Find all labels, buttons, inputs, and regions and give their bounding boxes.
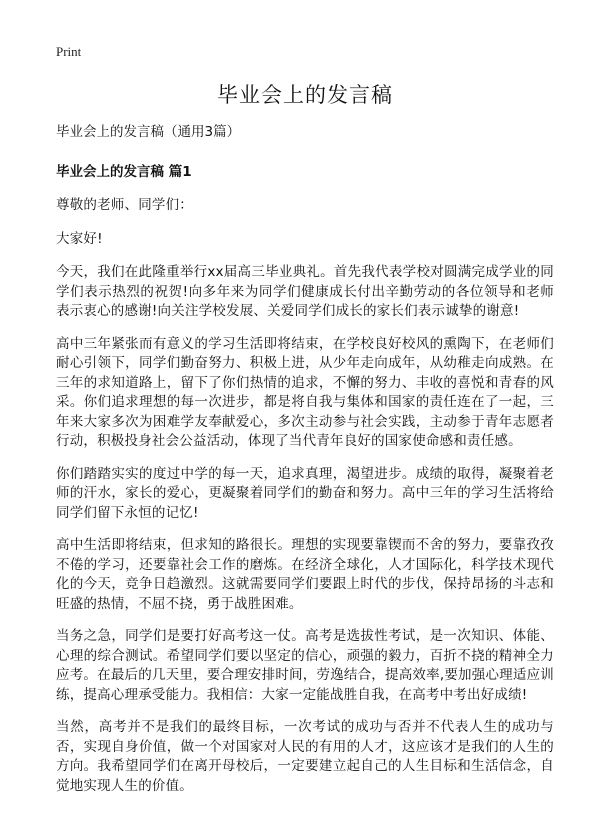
section-heading: 毕业会上的发言稿 篇1	[56, 164, 192, 180]
greeting-paragraph: 尊敬的老师、同学们：	[56, 197, 193, 213]
salutation-paragraph: 大家好!	[56, 230, 103, 247]
body-paragraph: 当务之急，同学们是要打好高考这一仗。高考是选拔性考试，是一次知识、体能、心理的综合测试。希望同学们要以坚定的信心，顽强的毅力，百折不挠的精神全力应考。在最后的几天里，要合理安排时间，劳逸结合，提高效率,要加强心理适应训练，提高心理承受能力。我相信：大家一定能战胜自我，在高考中考出好成绩!	[56, 628, 554, 703]
body-paragraph: 高中三年紧张而有意义的学习生活即将结束，在学校良好校风的熏陶下，在老师们耐心引领下，同学们勤奋努力、积极上进，从少年走向成年，从幼稚走向成熟。在三年的求知道路上，留下了你们热情的追求，不懈的努力、丰收的喜悦和青春的风采。你们追求理想的每一次进步，都是将自我与集体和国家的责任连在了一起，三年来大家多次为困难学友奉献爱心，多次主动参与社会实践，主动参于青年志愿者行动，积极投身社会公益活动，体现了当代青年良好的国家使命感和责任感。	[56, 335, 554, 449]
body-paragraph: 今天，我们在此隆重举行xx届高三毕业典礼。首先我代表学校对圆满完成学业的同学们表示热烈的祝贺!向多年来为同学们健康成长付出辛勤劳动的各位领导和老师表示衷心的感谢!向关注学校发展、关爱同学们成长的家长们表示诚挚的谢意!	[56, 264, 554, 319]
body-paragraph: 当然，高考并不是我们的最终目标，一次考试的成功与否并不代表人生的成功与否，实现自身价值，做一个对国家对人民的有用的人才，这应该才是我们的人生的方向。我希望同学们在离开母校后，一定要建立起自己的人生目标和生活信念，自觉地实现人生的价值。	[56, 719, 554, 794]
body-paragraph: 高中生活即将结束，但求知的路很长。理想的实现要靠锲而不舍的努力，要靠孜孜不倦的学习，还要靠社会工作的磨炼。在经济全球化，人才国际化，科学技术现代化的今天，竞争日趋激烈。这就需要同学们要跟上时代的步伐，保持昂扬的斗志和旺盛的热情，不屈不挠，勇于战胜困难。	[56, 537, 554, 612]
page-title: 毕业会上的发言稿	[217, 83, 393, 107]
document-subtitle: 毕业会上的发言稿（通用3篇）	[56, 124, 241, 140]
print-link[interactable]: Print	[56, 44, 82, 59]
body-paragraph: 你们踏踏实实的度过中学的每一天，追求真理，渴望进步。成绩的取得，凝聚着老师的汗水，家长的爱心，更凝聚着同学们的勤奋和努力。高中三年的学习生活将给同学们留下永恒的记忆!	[56, 465, 554, 521]
